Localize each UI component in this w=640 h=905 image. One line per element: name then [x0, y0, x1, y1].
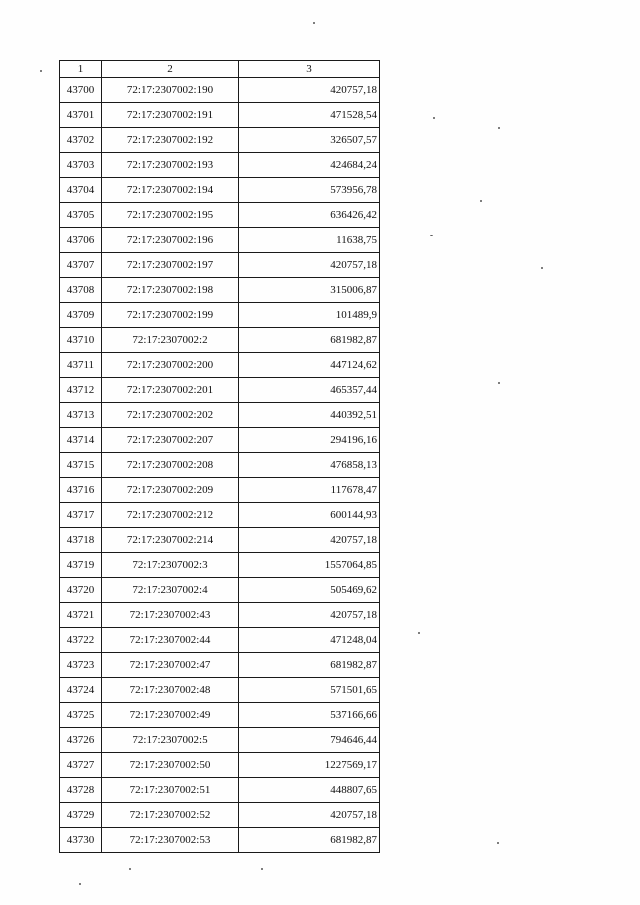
row-number: 43717	[60, 503, 102, 528]
cadastral-number: 72:17:2307002:190	[102, 78, 239, 103]
cadastral-number: 72:17:2307002:195	[102, 203, 239, 228]
cadastral-number: 72:17:2307002:197	[102, 253, 239, 278]
scan-speck	[261, 868, 263, 870]
table-row	[60, 353, 380, 378]
cadastral-value: 471248,04	[239, 628, 380, 653]
cadastral-number: 72:17:2307002:53	[102, 828, 239, 853]
header-row	[60, 61, 380, 78]
table-row	[60, 253, 380, 278]
row-number: 43714	[60, 428, 102, 453]
row-number: 43723	[60, 653, 102, 678]
table-row	[60, 403, 380, 428]
cadastral-number: 72:17:2307002:202	[102, 403, 239, 428]
row-number: 43708	[60, 278, 102, 303]
cadastral-number: 72:17:2307002:5	[102, 728, 239, 753]
cadastral-number: 72:17:2307002:207	[102, 428, 239, 453]
cadastral-value: 681982,87	[239, 828, 380, 853]
row-number: 43716	[60, 478, 102, 503]
table-row	[60, 753, 380, 778]
table-row	[60, 428, 380, 453]
header-col-1: 1	[60, 61, 102, 78]
table-row	[60, 128, 380, 153]
table-row	[60, 628, 380, 653]
cadastral-number: 72:17:2307002:50	[102, 753, 239, 778]
cadastral-number: 72:17:2307002:194	[102, 178, 239, 203]
cadastral-value: 794646,44	[239, 728, 380, 753]
cadastral-number: 72:17:2307002:48	[102, 678, 239, 703]
cadastral-value: 326507,57	[239, 128, 380, 153]
cadastral-number: 72:17:2307002:208	[102, 453, 239, 478]
cadastral-value: 294196,16	[239, 428, 380, 453]
cadastral-number: 72:17:2307002:201	[102, 378, 239, 403]
cadastral-value: 448807,65	[239, 778, 380, 803]
cadastral-value: 471528,54	[239, 103, 380, 128]
row-number: 43724	[60, 678, 102, 703]
table-row	[60, 178, 380, 203]
data-table	[59, 60, 380, 853]
row-number: 43721	[60, 603, 102, 628]
table-row	[60, 203, 380, 228]
row-number: 43718	[60, 528, 102, 553]
row-number: 43728	[60, 778, 102, 803]
table-row	[60, 778, 380, 803]
cadastral-number: 72:17:2307002:2	[102, 328, 239, 353]
cadastral-value: 11638,75	[239, 228, 380, 253]
cadastral-value: 571501,65	[239, 678, 380, 703]
row-number: 43726	[60, 728, 102, 753]
cadastral-number: 72:17:2307002:193	[102, 153, 239, 178]
cadastral-value: 440392,51	[239, 403, 380, 428]
table-row	[60, 453, 380, 478]
row-number: 43705	[60, 203, 102, 228]
cadastral-value: 537166,66	[239, 703, 380, 728]
table-row	[60, 328, 380, 353]
cadastral-value: 681982,87	[239, 653, 380, 678]
table-row	[60, 553, 380, 578]
scan-speck	[418, 632, 420, 634]
table-row	[60, 603, 380, 628]
scan-speck	[313, 22, 315, 24]
table-row	[60, 153, 380, 178]
cadastral-value: 420757,18	[239, 528, 380, 553]
scan-speck	[430, 235, 433, 236]
scan-speck	[497, 842, 499, 844]
table-row	[60, 678, 380, 703]
table-row	[60, 478, 380, 503]
cadastral-number: 72:17:2307002:3	[102, 553, 239, 578]
table-row	[60, 803, 380, 828]
row-number: 43729	[60, 803, 102, 828]
table-row	[60, 578, 380, 603]
table-row	[60, 528, 380, 553]
cadastral-number: 72:17:2307002:212	[102, 503, 239, 528]
cadastral-value: 476858,13	[239, 453, 380, 478]
cadastral-number: 72:17:2307002:199	[102, 303, 239, 328]
table-row	[60, 78, 380, 103]
cadastral-value: 681982,87	[239, 328, 380, 353]
cadastral-value: 420757,18	[239, 253, 380, 278]
table-row	[60, 103, 380, 128]
cadastral-value: 101489,9	[239, 303, 380, 328]
row-number: 43711	[60, 353, 102, 378]
cadastral-value: 573956,78	[239, 178, 380, 203]
row-number: 43707	[60, 253, 102, 278]
scan-speck	[433, 117, 435, 119]
scan-speck	[480, 200, 482, 202]
row-number: 43725	[60, 703, 102, 728]
cadastral-number: 72:17:2307002:51	[102, 778, 239, 803]
scan-speck	[79, 883, 81, 885]
cadastral-number: 72:17:2307002:49	[102, 703, 239, 728]
row-number: 43712	[60, 378, 102, 403]
row-number: 43702	[60, 128, 102, 153]
table-row	[60, 828, 380, 853]
table-header	[60, 61, 380, 78]
cadastral-value: 465357,44	[239, 378, 380, 403]
row-number: 43715	[60, 453, 102, 478]
cadastral-value: 447124,62	[239, 353, 380, 378]
cadastral-value: 420757,18	[239, 603, 380, 628]
cadastral-value: 505469,62	[239, 578, 380, 603]
row-number: 43706	[60, 228, 102, 253]
row-number: 43722	[60, 628, 102, 653]
row-number: 43710	[60, 328, 102, 353]
table-row	[60, 378, 380, 403]
cadastral-value: 600144,93	[239, 503, 380, 528]
table-body	[60, 78, 380, 853]
row-number: 43700	[60, 78, 102, 103]
header-col-2: 2	[102, 61, 239, 78]
scan-speck	[498, 127, 500, 129]
table-row	[60, 278, 380, 303]
cadastral-value: 315006,87	[239, 278, 380, 303]
cadastral-number: 72:17:2307002:52	[102, 803, 239, 828]
cadastral-value: 117678,47	[239, 478, 380, 503]
cadastral-number: 72:17:2307002:43	[102, 603, 239, 628]
row-number: 43713	[60, 403, 102, 428]
table-row	[60, 703, 380, 728]
row-number: 43730	[60, 828, 102, 853]
cadastral-value: 420757,18	[239, 803, 380, 828]
cadastral-value: 636426,42	[239, 203, 380, 228]
cadastral-number: 72:17:2307002:198	[102, 278, 239, 303]
scan-speck	[40, 70, 42, 72]
cadastral-number: 72:17:2307002:192	[102, 128, 239, 153]
row-number: 43701	[60, 103, 102, 128]
table-row	[60, 503, 380, 528]
cadastral-number: 72:17:2307002:191	[102, 103, 239, 128]
cadastral-number: 72:17:2307002:200	[102, 353, 239, 378]
table-row	[60, 228, 380, 253]
scan-speck	[541, 267, 543, 269]
cadastral-number: 72:17:2307002:47	[102, 653, 239, 678]
cadastral-number: 72:17:2307002:214	[102, 528, 239, 553]
row-number: 43703	[60, 153, 102, 178]
cadastral-number: 72:17:2307002:4	[102, 578, 239, 603]
table-row	[60, 728, 380, 753]
header-col-3: 3	[239, 61, 380, 78]
cadastral-value: 424684,24	[239, 153, 380, 178]
table-row	[60, 303, 380, 328]
cadastral-number: 72:17:2307002:44	[102, 628, 239, 653]
row-number: 43720	[60, 578, 102, 603]
cadastral-value: 420757,18	[239, 78, 380, 103]
cadastral-value: 1227569,17	[239, 753, 380, 778]
row-number: 43709	[60, 303, 102, 328]
row-number: 43704	[60, 178, 102, 203]
cadastral-value: 1557064,85	[239, 553, 380, 578]
scan-speck	[129, 868, 131, 870]
row-number: 43719	[60, 553, 102, 578]
row-number: 43727	[60, 753, 102, 778]
scan-speck	[498, 382, 500, 384]
cadastral-number: 72:17:2307002:196	[102, 228, 239, 253]
table-row	[60, 653, 380, 678]
cadastral-number: 72:17:2307002:209	[102, 478, 239, 503]
